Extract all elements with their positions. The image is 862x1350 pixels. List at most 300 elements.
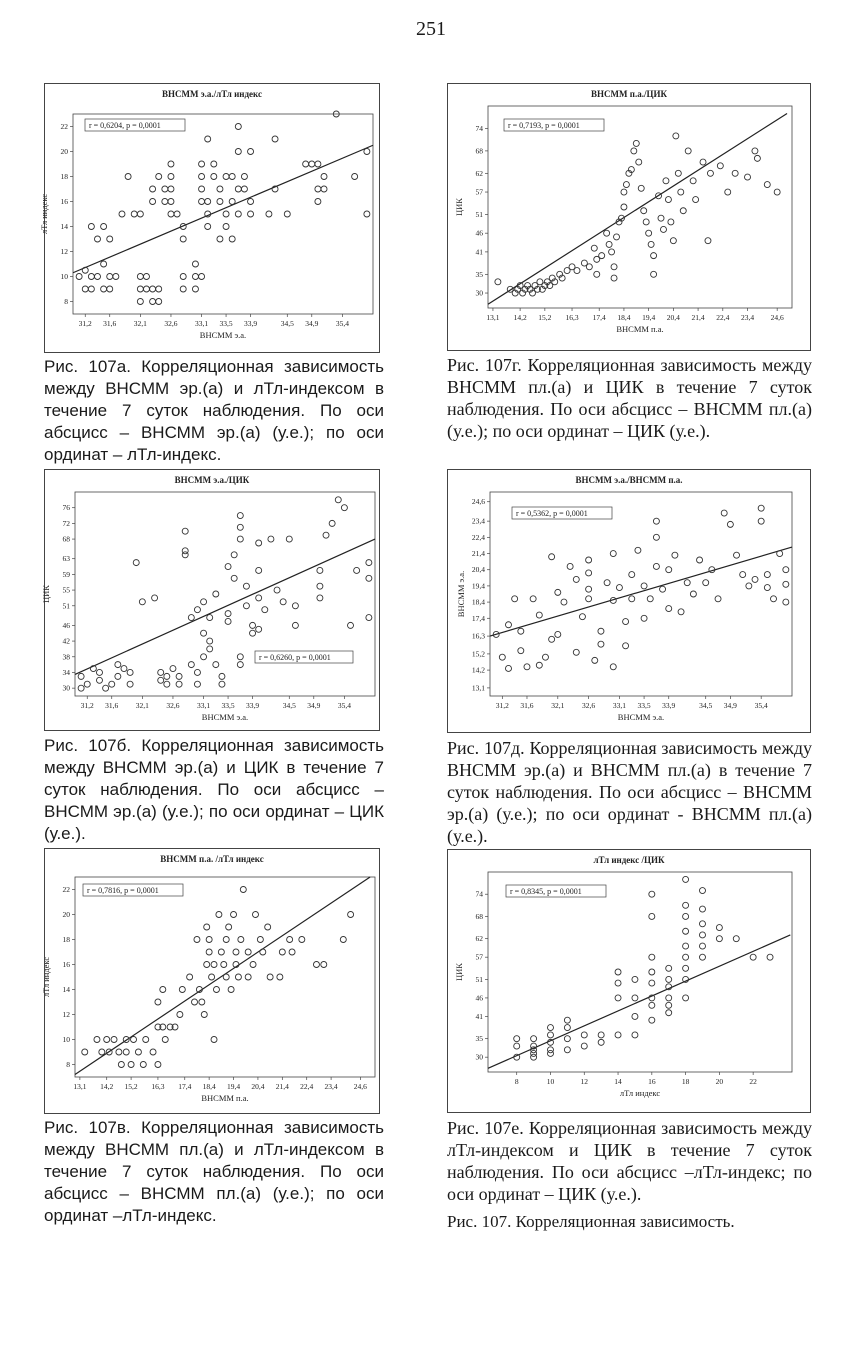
- data-point: [256, 540, 262, 546]
- data-point: [616, 585, 622, 591]
- data-point: [665, 197, 671, 203]
- data-point: [611, 264, 617, 270]
- x-tick-label: 33,1: [612, 701, 626, 710]
- data-point: [615, 1032, 621, 1038]
- data-point: [225, 618, 231, 624]
- data-point: [547, 1025, 553, 1031]
- y-axis-label: ЦИК: [454, 198, 464, 216]
- data-point: [315, 199, 321, 205]
- data-point: [76, 274, 82, 280]
- x-tick-label: 32,1: [551, 701, 565, 710]
- x-tick-label: 34,9: [305, 319, 319, 328]
- y-tick-label: 35: [475, 269, 483, 279]
- data-point: [518, 648, 524, 654]
- data-point: [206, 949, 212, 955]
- data-point: [180, 236, 186, 242]
- data-point: [292, 603, 298, 609]
- x-tick-label: 31,2: [495, 701, 509, 710]
- data-point: [194, 681, 200, 687]
- chart-v-svg: [41, 849, 379, 1113]
- y-tick-label: 57: [475, 187, 483, 197]
- data-point: [564, 1047, 570, 1053]
- data-point: [140, 1062, 146, 1068]
- data-point: [225, 611, 231, 617]
- data-point: [241, 174, 247, 180]
- data-point: [586, 596, 592, 602]
- data-point: [317, 583, 323, 589]
- data-point: [564, 1017, 570, 1023]
- data-point: [321, 962, 327, 968]
- x-tick-label: 32,1: [133, 319, 147, 328]
- data-point: [286, 536, 292, 542]
- data-point: [99, 1049, 105, 1055]
- y-tick-label: 35: [475, 1034, 483, 1044]
- data-point: [280, 599, 286, 605]
- data-point: [235, 149, 241, 155]
- data-point: [567, 563, 573, 569]
- x-tick-label: 31,2: [80, 701, 94, 710]
- data-point: [364, 149, 370, 155]
- data-point: [245, 974, 251, 980]
- x-tick-label: 16: [648, 1077, 656, 1086]
- data-point: [641, 615, 647, 621]
- data-point: [228, 987, 234, 993]
- x-tick-label: 16,3: [151, 1082, 165, 1091]
- data-point: [205, 136, 211, 142]
- stat-label: r = 0,6204, p = 0,0001: [89, 121, 161, 130]
- data-point: [231, 552, 237, 558]
- data-point: [647, 596, 653, 602]
- data-point: [366, 560, 372, 566]
- data-point: [721, 510, 727, 516]
- x-tick-label: 8: [514, 1077, 519, 1086]
- data-point: [158, 669, 164, 675]
- y-axis-label: лТл индекс: [41, 956, 51, 998]
- data-point: [299, 937, 305, 943]
- y-tick-label: 30: [475, 288, 483, 298]
- data-point: [632, 1032, 638, 1038]
- data-point: [354, 567, 360, 573]
- data-point: [248, 199, 254, 205]
- x-tick-label: 16,3: [565, 313, 579, 322]
- y-tick-label: 16: [62, 960, 70, 969]
- data-point: [745, 174, 751, 180]
- regression-line: [490, 547, 792, 636]
- data-point: [673, 133, 679, 139]
- data-point: [767, 954, 773, 960]
- y-tick-label: 18,4: [471, 597, 485, 607]
- data-point: [199, 174, 205, 180]
- data-point: [179, 987, 185, 993]
- data-point: [340, 937, 346, 943]
- x-tick-label: 34,5: [280, 319, 294, 328]
- x-tick-label: 14,2: [513, 313, 527, 322]
- x-tick-label: 34,5: [282, 701, 296, 710]
- data-point: [137, 299, 143, 305]
- chart-title: ВНСММ п.а. /лТл индекс: [160, 854, 264, 864]
- data-point: [82, 286, 88, 292]
- data-point: [715, 596, 721, 602]
- data-point: [699, 921, 705, 927]
- data-point: [152, 595, 158, 601]
- x-tick-label: 35,4: [337, 701, 351, 710]
- data-point: [725, 189, 731, 195]
- data-point: [219, 673, 225, 679]
- data-point: [663, 178, 669, 184]
- data-point: [524, 664, 530, 670]
- data-point: [94, 236, 100, 242]
- x-tick-label: 22: [749, 1077, 757, 1086]
- data-point: [581, 1043, 587, 1049]
- data-point: [127, 669, 133, 675]
- data-point: [514, 1036, 520, 1042]
- data-point: [317, 567, 323, 573]
- y-tick-label: 8: [64, 297, 68, 306]
- caption-b: Рис. 107б. Корреляционная зависимость между ВНСММ эр.(а) и ЦИК в течение 7 суток наблюдения. По оси абсцисс – ВНСММ эр.(а) (у.е.); по оси ординат – ЦИК (у.е.).: [44, 736, 384, 843]
- data-point: [267, 974, 273, 980]
- data-point: [205, 199, 211, 205]
- data-point: [256, 626, 262, 632]
- data-point: [107, 286, 113, 292]
- chart-title: ВНСММ п.а./ЦИК: [591, 89, 667, 99]
- data-point: [150, 286, 156, 292]
- data-point: [260, 949, 266, 955]
- x-tick-label: 31,6: [520, 701, 534, 710]
- x-tick-label: 24,6: [353, 1082, 367, 1091]
- data-point: [96, 669, 102, 675]
- data-point: [111, 1037, 117, 1043]
- data-point: [649, 891, 655, 897]
- data-point: [217, 236, 223, 242]
- caption-a: Рис. 107а. Корреляционная зависимость между ВНСММ эр.(а) и лТл-индексом в течение 7 суток наблюдения. По оси абсцисс – ВНСММ эр.(а) (у.е.); по оси ординат – лТл-индекс.: [44, 357, 384, 464]
- data-point: [229, 174, 235, 180]
- data-point: [119, 211, 125, 217]
- x-axis-label: ВНСММ п.а.: [201, 1093, 249, 1103]
- data-point: [241, 186, 247, 192]
- data-point: [248, 149, 254, 155]
- data-point: [168, 199, 174, 205]
- data-point: [78, 673, 84, 679]
- data-point: [574, 268, 580, 274]
- data-point: [217, 199, 223, 205]
- data-point: [238, 937, 244, 943]
- y-tick-label: 18: [60, 172, 68, 181]
- data-point: [680, 208, 686, 214]
- data-point: [598, 628, 604, 634]
- data-point: [88, 286, 94, 292]
- data-point: [732, 170, 738, 176]
- data-point: [629, 596, 635, 602]
- data-point: [107, 274, 113, 280]
- x-axis-label: ВНСММ п.а.: [616, 324, 664, 334]
- data-point: [182, 552, 188, 558]
- data-point: [683, 954, 689, 960]
- data-point: [683, 913, 689, 919]
- data-point: [101, 286, 107, 292]
- data-point: [512, 596, 518, 602]
- data-point: [366, 575, 372, 581]
- data-point: [292, 622, 298, 628]
- x-tick-label: 20: [715, 1077, 724, 1086]
- data-point: [632, 976, 638, 982]
- data-point: [672, 552, 678, 558]
- data-point: [750, 954, 756, 960]
- data-point: [764, 182, 770, 188]
- data-point: [128, 1062, 134, 1068]
- data-point: [547, 1047, 553, 1053]
- figure-title: Рис. 107. Корреляционная зависимость.: [447, 1212, 735, 1231]
- x-tick-label: 33,1: [195, 319, 209, 328]
- stat-label: r = 0,8345, p = 0,0001: [510, 887, 582, 896]
- y-tick-label: 42: [62, 636, 70, 646]
- x-axis-label: ВНСММ э.а.: [199, 330, 247, 340]
- data-point: [547, 1032, 553, 1038]
- data-point: [223, 224, 229, 230]
- data-point: [94, 1037, 100, 1043]
- chart-b-svg: [41, 470, 379, 730]
- data-point: [594, 271, 600, 277]
- data-point: [199, 274, 205, 280]
- data-point: [221, 962, 227, 968]
- data-point: [168, 186, 174, 192]
- data-point: [194, 669, 200, 675]
- y-tick-label: 59: [62, 569, 70, 579]
- y-tick-label: 68: [62, 534, 70, 544]
- y-tick-label: 14,2: [471, 665, 485, 675]
- data-point: [653, 518, 659, 524]
- x-tick-label: 33,5: [637, 701, 651, 710]
- data-point: [211, 161, 217, 167]
- data-point: [660, 226, 666, 232]
- data-point: [237, 524, 243, 530]
- data-point: [150, 1049, 156, 1055]
- x-tick-label: 32,6: [582, 701, 596, 710]
- data-point: [199, 161, 205, 167]
- data-point: [213, 662, 219, 668]
- data-point: [268, 536, 274, 542]
- data-point: [156, 174, 162, 180]
- data-point: [216, 912, 222, 918]
- x-tick-label: 33,5: [221, 701, 235, 710]
- data-point: [219, 681, 225, 687]
- data-point: [156, 299, 162, 305]
- data-point: [137, 211, 143, 217]
- data-point: [586, 570, 592, 576]
- data-point: [88, 224, 94, 230]
- chart-a-svg: [39, 84, 379, 352]
- y-tick-label: 17,4: [471, 613, 485, 623]
- stat-label: r = 0,7193, p = 0,0001: [508, 121, 580, 130]
- data-point: [164, 681, 170, 687]
- x-tick-label: 19,4: [642, 313, 656, 322]
- data-point: [231, 912, 237, 918]
- y-tick-label: 63: [62, 554, 70, 564]
- y-tick-label: 22: [60, 122, 68, 131]
- x-tick-label: 13,1: [73, 1082, 87, 1091]
- data-point: [250, 630, 256, 636]
- data-point: [150, 186, 156, 192]
- data-point: [237, 536, 243, 542]
- caption-g: Рис. 107г. Корреляционная зависимость между ВНСММ пл.(а) и ЦИК в течение 7 суток наблюдения. По оси абсцисс – ВНСММ пл.(а) (у.е.); по оси ординат – ЦИК (у.е.).: [447, 355, 812, 441]
- data-point: [693, 197, 699, 203]
- data-point: [211, 1037, 217, 1043]
- data-point: [192, 274, 198, 280]
- data-point: [660, 586, 666, 592]
- y-tick-label: 46: [62, 620, 70, 630]
- x-tick-label: 34,9: [723, 701, 737, 710]
- data-point: [237, 654, 243, 660]
- data-point: [549, 636, 555, 642]
- data-point: [201, 599, 207, 605]
- data-point: [683, 943, 689, 949]
- data-point: [573, 576, 579, 582]
- data-point: [229, 199, 235, 205]
- data-point: [649, 969, 655, 975]
- chart-g: [447, 83, 811, 351]
- data-point: [604, 580, 610, 586]
- data-point: [123, 1049, 129, 1055]
- data-point: [649, 1002, 655, 1008]
- data-point: [734, 552, 740, 558]
- data-point: [514, 1043, 520, 1049]
- data-point: [783, 581, 789, 587]
- x-tick-label: 20,4: [251, 1082, 265, 1091]
- y-tick-label: 30: [475, 1052, 483, 1062]
- data-point: [235, 211, 241, 217]
- data-point: [636, 159, 642, 165]
- data-point: [182, 528, 188, 534]
- data-point: [164, 673, 170, 679]
- data-point: [237, 513, 243, 519]
- data-point: [265, 924, 271, 930]
- data-point: [150, 299, 156, 305]
- x-tick-label: 33,9: [245, 701, 260, 710]
- chart-d: [447, 469, 811, 733]
- data-point: [170, 666, 176, 672]
- data-point: [651, 253, 657, 259]
- x-tick-label: 20,4: [666, 313, 680, 322]
- data-point: [82, 1049, 88, 1055]
- x-tick-label: 10: [546, 1077, 555, 1086]
- data-point: [321, 186, 327, 192]
- plot-frame: [75, 877, 375, 1077]
- chart-v: [41, 848, 380, 1114]
- x-tick-label: 34,9: [307, 701, 321, 710]
- data-point: [700, 159, 706, 165]
- y-tick-label: 57: [475, 952, 483, 962]
- y-tick-label: 15,2: [471, 649, 485, 659]
- data-point: [289, 949, 295, 955]
- y-tick-label: 20: [60, 147, 68, 156]
- regression-line: [488, 935, 790, 1068]
- data-point: [668, 219, 674, 225]
- data-point: [643, 219, 649, 225]
- x-tick-label: 17,4: [592, 313, 606, 322]
- x-tick-label: 31,6: [105, 701, 119, 710]
- data-point: [204, 924, 210, 930]
- data-point: [623, 182, 629, 188]
- x-axis-label: ВНСММ э.а.: [201, 712, 249, 722]
- data-point: [252, 912, 258, 918]
- data-point: [225, 564, 231, 570]
- data-point: [610, 551, 616, 557]
- data-point: [143, 274, 149, 280]
- y-tick-label: 74: [475, 123, 483, 133]
- data-point: [101, 224, 107, 230]
- data-point: [649, 980, 655, 986]
- data-point: [229, 236, 235, 242]
- y-tick-label: 23,4: [471, 516, 485, 526]
- data-point: [180, 274, 186, 280]
- data-point: [549, 554, 555, 560]
- data-point: [206, 937, 212, 943]
- data-point: [245, 949, 251, 955]
- data-point: [323, 532, 329, 538]
- y-tick-label: 20: [62, 910, 70, 919]
- y-tick-label: 41: [475, 1011, 483, 1021]
- data-point: [666, 965, 672, 971]
- data-point: [651, 271, 657, 277]
- caption-e: Рис. 107е. Корреляционная зависимость между лТл-индексом и ЦИК в течение 7 суток наблюдения. По оси абсцисс –лТл-индекс; по оси ординат – ЦИК (у.е.).: [447, 1118, 812, 1204]
- x-tick-label: 31,2: [78, 319, 92, 328]
- data-point: [309, 161, 315, 167]
- data-point: [564, 1036, 570, 1042]
- data-point: [101, 261, 107, 267]
- y-tick-label: 14: [62, 985, 70, 994]
- data-point: [201, 1012, 207, 1018]
- data-point: [235, 974, 241, 980]
- data-point: [592, 657, 598, 663]
- data-point: [150, 199, 156, 205]
- data-point: [531, 1036, 537, 1042]
- data-point: [321, 174, 327, 180]
- data-point: [746, 583, 752, 589]
- data-point: [610, 664, 616, 670]
- data-point: [598, 1032, 604, 1038]
- data-point: [505, 665, 511, 671]
- data-point: [201, 654, 207, 660]
- y-tick-label: 76: [62, 503, 70, 513]
- data-point: [243, 583, 249, 589]
- data-point: [771, 596, 777, 602]
- y-tick-label: 18: [62, 935, 70, 944]
- page-number: 251: [416, 18, 446, 40]
- data-point: [684, 580, 690, 586]
- data-point: [341, 505, 347, 511]
- x-axis-label: лТл индекс: [619, 1088, 661, 1098]
- x-tick-label: 35,4: [754, 701, 768, 710]
- x-tick-label: 12: [580, 1077, 589, 1086]
- data-point: [177, 1012, 183, 1018]
- x-tick-label: 23,4: [740, 313, 755, 322]
- data-point: [84, 681, 90, 687]
- data-point: [683, 995, 689, 1001]
- chart-d-svg: [448, 470, 810, 732]
- y-tick-label: 74: [475, 889, 483, 899]
- data-point: [205, 224, 211, 230]
- data-point: [235, 124, 241, 130]
- data-point: [192, 286, 198, 292]
- data-point: [121, 666, 127, 672]
- y-tick-label: 12: [60, 247, 68, 256]
- data-point: [243, 603, 249, 609]
- data-point: [180, 286, 186, 292]
- data-point: [536, 662, 542, 668]
- data-point: [632, 995, 638, 1001]
- data-point: [160, 987, 166, 993]
- stat-label: r = 0,6260, p = 0,0001: [259, 653, 331, 662]
- data-point: [752, 148, 758, 154]
